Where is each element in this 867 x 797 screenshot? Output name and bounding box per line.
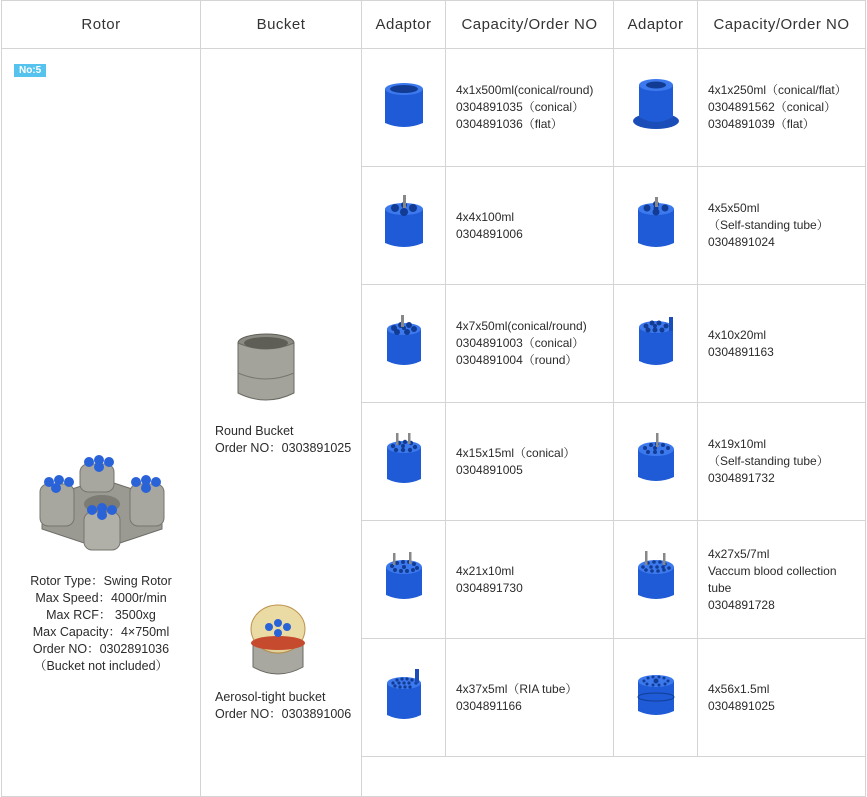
header-bucket: Bucket bbox=[201, 1, 362, 49]
adaptor-10ml-self-standing-icon bbox=[633, 431, 679, 487]
aerosol-bucket-image bbox=[243, 601, 313, 681]
capacity-cell: 4x7x50ml(conical/round) 0304891003（conical） 0304891004（round） bbox=[446, 285, 614, 403]
capacity-cell: 4x27x5/7ml Vaccum blood collection tube 0304891728 bbox=[698, 521, 866, 639]
capacity-cell: 4x1x500ml(conical/round) 0304891035（conical） 0304891036（flat） bbox=[446, 49, 614, 167]
adaptor-5ml-ria-icon bbox=[381, 667, 427, 723]
adaptor-image-cell bbox=[362, 285, 446, 403]
adaptor-image-cell bbox=[614, 167, 698, 285]
swing-rotor-image bbox=[32, 454, 172, 554]
capacity-cell: 4x5x50ml （Self-standing tube） 0304891024 bbox=[698, 167, 866, 285]
adaptor-image-cell bbox=[362, 49, 446, 167]
round-bucket-image bbox=[231, 329, 301, 409]
capacity-cell: 4x4x100ml 0304891006 bbox=[446, 167, 614, 285]
adaptor-250ml-icon bbox=[631, 77, 681, 133]
adaptor-100ml-icon bbox=[381, 195, 427, 251]
header-capacity-1: Capacity/Order NO bbox=[446, 1, 614, 49]
adaptor-image-cell bbox=[362, 167, 446, 285]
capacity-cell: 4x1x250ml（conical/flat） 0304891562（conical） 0304891039（flat） bbox=[698, 49, 866, 167]
table-row bbox=[2, 49, 866, 167]
adaptor-image-cell bbox=[614, 285, 698, 403]
round-bucket-label: Round Bucket Order NO：0303891025 bbox=[215, 424, 352, 455]
adaptor-image-cell bbox=[614, 403, 698, 521]
capacity-cell: 4x37x5ml（RIA tube） 0304891166 bbox=[446, 639, 614, 757]
adaptor-50ml-self-standing-icon bbox=[633, 195, 679, 251]
model-badge: No:5 bbox=[14, 64, 46, 77]
rotor-specs: Rotor Type：Swing Rotor Max Speed：4000r/min Max RCF： 3500xg Max Capacity：4×750ml Order NO：0302891036 （Bucket not included） bbox=[30, 574, 172, 673]
adaptor-image-cell bbox=[614, 521, 698, 639]
adaptor-image-cell bbox=[362, 639, 446, 757]
capacity-cell: 4x19x10ml （Self-standing tube） 0304891732 bbox=[698, 403, 866, 521]
header-rotor: Rotor bbox=[2, 1, 201, 49]
adaptor-image-cell bbox=[362, 403, 446, 521]
adaptor-image-cell bbox=[614, 639, 698, 757]
aerosol-bucket-label: Aerosol-tight bucket Order NO：0303891006 bbox=[215, 690, 352, 721]
rotor-cell bbox=[2, 49, 201, 797]
capacity-cell: 4x21x10ml 0304891730 bbox=[446, 521, 614, 639]
header-adaptor-1: Adaptor bbox=[362, 1, 446, 49]
header-adaptor-2: Adaptor bbox=[614, 1, 698, 49]
adaptor-image-cell bbox=[614, 49, 698, 167]
header-capacity-2: Capacity/Order NO bbox=[698, 1, 866, 49]
capacity-cell: 4x56x1.5ml 0304891025 bbox=[698, 639, 866, 757]
adaptor-7x50ml-icon bbox=[381, 313, 427, 369]
adaptor-20ml-icon bbox=[633, 313, 679, 369]
adaptor-21x10ml-icon bbox=[381, 549, 427, 605]
adaptor-5-7ml-vacuum-icon bbox=[633, 549, 679, 605]
adaptor-15ml-icon bbox=[381, 431, 427, 487]
empty-cell bbox=[362, 757, 866, 797]
bucket-cell bbox=[201, 49, 362, 797]
adaptor-1-5ml-icon bbox=[633, 667, 679, 723]
header-row bbox=[2, 1, 866, 49]
product-table bbox=[1, 0, 866, 797]
capacity-cell: 4x10x20ml 0304891163 bbox=[698, 285, 866, 403]
capacity-cell: 4x15x15ml（conical） 0304891005 bbox=[446, 403, 614, 521]
adaptor-500ml-icon bbox=[381, 79, 427, 131]
adaptor-image-cell bbox=[362, 521, 446, 639]
